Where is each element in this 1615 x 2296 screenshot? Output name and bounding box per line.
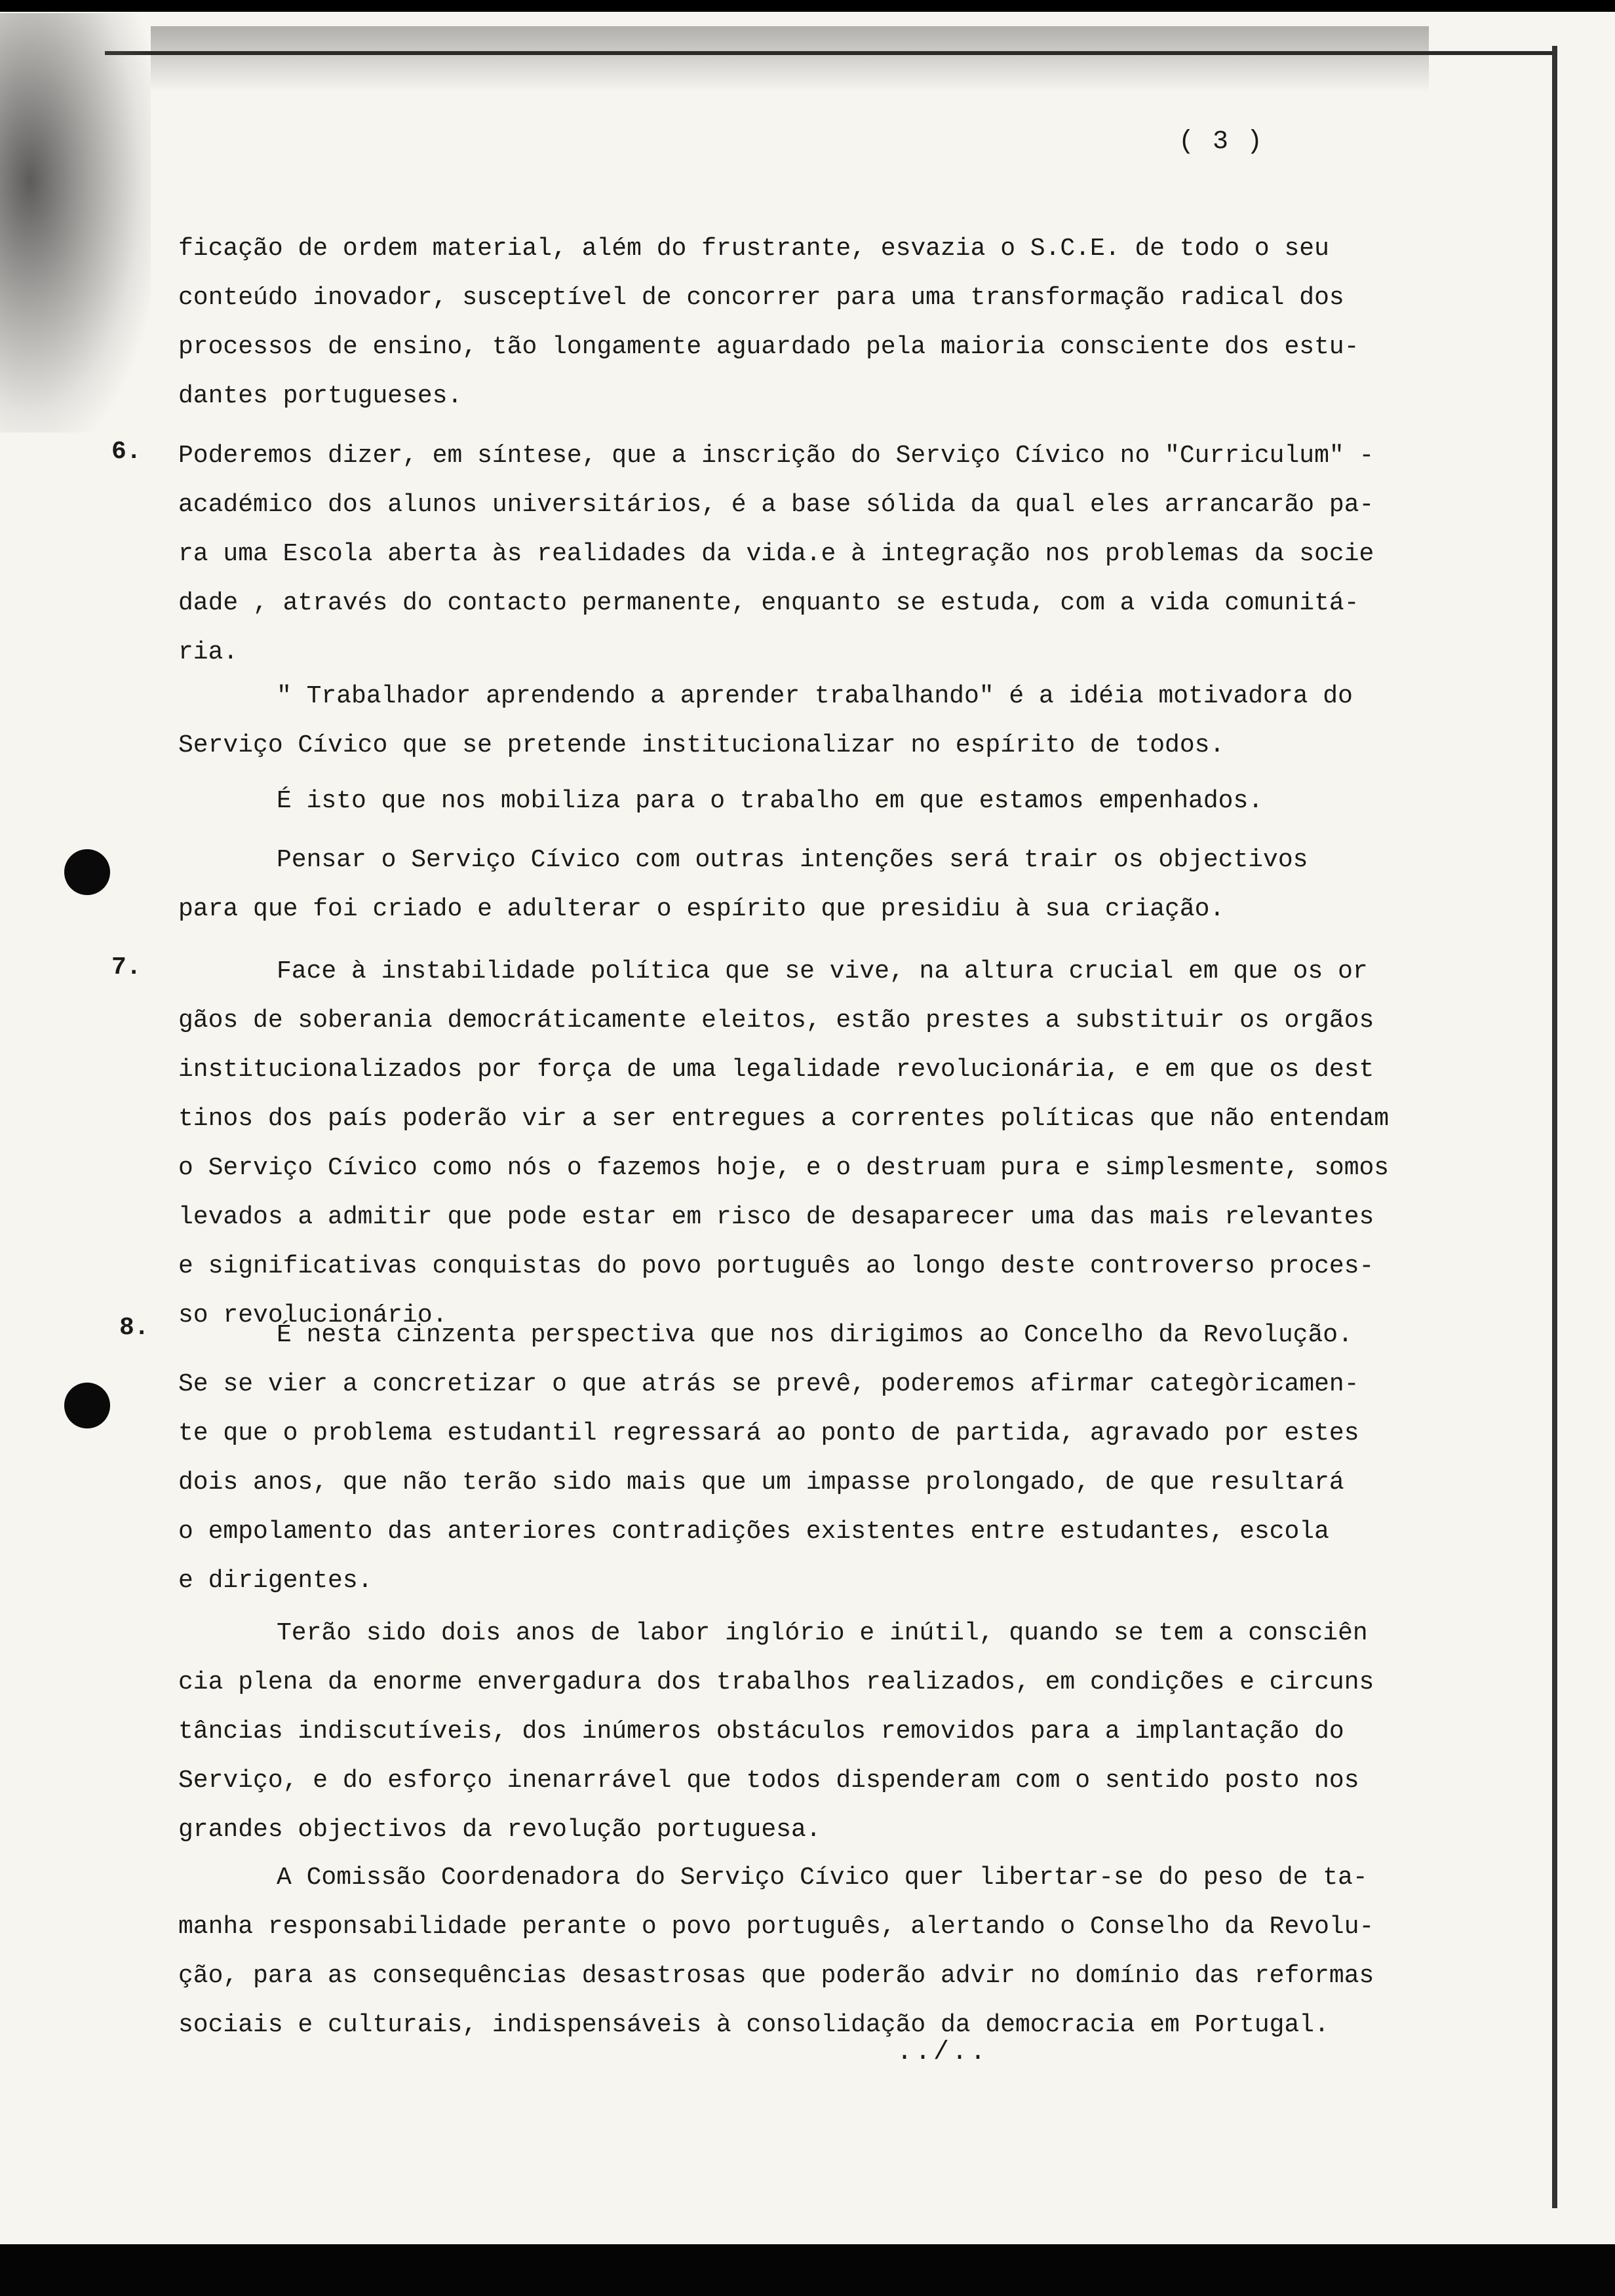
text-line: o Serviço Cívico como nós o fazemos hoje, e o destruam pura e simplesmente, somos bbox=[178, 1154, 1390, 1182]
scan-edge-top bbox=[0, 0, 1615, 12]
page-number: ( 3 ) bbox=[1178, 127, 1264, 157]
text-line: Face à instabilidade política que se vive, na altura crucial em que os or bbox=[277, 957, 1368, 985]
text-line: conteúdo inovador, susceptível de concorrer para uma transformação radical dos bbox=[178, 284, 1344, 312]
scan-edge-right bbox=[1552, 46, 1557, 2208]
text-line: institucionalizados por força de uma legalidade revolucionária, e em que os dest bbox=[178, 1056, 1374, 1084]
text-line: Poderemos dizer, em síntese, que a inscrição do Serviço Cívico no "Curriculum" - bbox=[178, 442, 1374, 470]
text-line: dade , através do contacto permanente, enquanto se estuda, com a vida comunitá- bbox=[178, 589, 1359, 617]
text-line: so revolucionário. bbox=[178, 1301, 448, 1330]
text-line: Terão sido dois anos de labor inglório e inútil, quando se tem a consciên bbox=[277, 1619, 1368, 1647]
scan-smudge-top bbox=[151, 26, 1429, 92]
text-line: o empolamento das anteriores contradições existentes entre estudantes, escola bbox=[178, 1518, 1329, 1546]
text-line: ção, para as consequências desastrosas que poderão advir no domínio das reformas bbox=[178, 1962, 1374, 1990]
scan-edge-bottom bbox=[0, 2244, 1615, 2296]
paragraph-number-7: 7. bbox=[111, 953, 142, 982]
text-line: e dirigentes. bbox=[178, 1567, 373, 1595]
text-line: A Comissão Coordenadora do Serviço Cívico quer libertar-se do peso de ta- bbox=[277, 1864, 1368, 1892]
text-line: processos de ensino, tão longamente aguardado pela maioria consciente dos estu- bbox=[178, 333, 1359, 361]
text-line: sociais e culturais, indispensáveis à consolidação da democracia em Portugal. bbox=[178, 2011, 1329, 2039]
scan-top-rule bbox=[105, 51, 1553, 55]
paragraph-labor bbox=[178, 1609, 1417, 1854]
paragraph-number-6: 6. bbox=[111, 438, 142, 466]
text-line: dantes portugueses. bbox=[178, 382, 463, 410]
text-line: e significativas conquistas do povo português ao longo deste controverso proces- bbox=[178, 1252, 1374, 1280]
paragraph-6 bbox=[178, 431, 1417, 677]
paragraph-pensar bbox=[178, 835, 1417, 934]
text-line: ficação de ordem material, além do frustrante, esvazia o S.C.E. de todo o seu bbox=[178, 235, 1329, 263]
text-line: Serviço Cívico que se pretende institucionalizar no espírito de todos. bbox=[178, 731, 1225, 759]
text-line: gãos de soberania democráticamente eleitos, estão prestes a substituir os orgãos bbox=[178, 1006, 1374, 1035]
paragraph-number-8: 8. bbox=[119, 1314, 149, 1342]
text-line: Serviço, e do esforço inenarrável que todos dispenderam com o sentido posto nos bbox=[178, 1767, 1359, 1795]
text-line: tâncias indiscutíveis, dos inúmeros obstáculos removidos para a implantação do bbox=[178, 1717, 1344, 1746]
punch-hole-lower bbox=[64, 1383, 110, 1428]
punch-hole-upper bbox=[64, 849, 110, 895]
paragraph-continuation bbox=[178, 224, 1417, 421]
paragraph-8 bbox=[178, 1311, 1417, 1605]
paragraph-mobiliza bbox=[178, 776, 1417, 826]
paragraph-motto bbox=[178, 672, 1417, 770]
continuation-mark: ../.. bbox=[897, 2038, 989, 2067]
text-line: académico dos alunos universitários, é a base sólida da qual eles arrancarão pa- bbox=[178, 491, 1374, 519]
text-line: manha responsabilidade perante o povo português, alertando o Conselho da Revolu- bbox=[178, 1913, 1374, 1941]
text-line: levados a admitir que pode estar em risco de desaparecer uma das mais relevantes bbox=[178, 1203, 1374, 1231]
text-line: cia plena da enorme envergadura dos trabalhos realizados, em condições e circuns bbox=[178, 1668, 1374, 1696]
text-line: tinos dos país poderão vir a ser entregues a correntes políticas que não entendam bbox=[178, 1105, 1390, 1133]
text-line: te que o problema estudantil regressará ao ponto de partida, agravado por estes bbox=[178, 1419, 1359, 1447]
text-line: É nesta cinzenta perspectiva que nos dirigimos ao Concelho da Revolução. bbox=[277, 1321, 1353, 1349]
paragraph-comissao bbox=[178, 1853, 1417, 2050]
text-line: É isto que nos mobiliza para o trabalho em que estamos empenhados. bbox=[277, 787, 1264, 815]
text-line: Pensar o Serviço Cívico com outras intenções será trair os objectivos bbox=[277, 846, 1308, 874]
text-line: ria. bbox=[178, 638, 239, 666]
text-line: dois anos, que não terão sido mais que um impasse prolongado, de que resultará bbox=[178, 1468, 1344, 1497]
paragraph-7 bbox=[178, 947, 1417, 1340]
scan-smudge-left bbox=[0, 13, 151, 432]
text-line: Se se vier a concretizar o que atrás se prevê, poderemos afirmar categòricamen- bbox=[178, 1370, 1359, 1398]
text-line: grandes objectivos da revolução portuguesa. bbox=[178, 1816, 821, 1844]
text-line: " Trabalhador aprendendo a aprender trabalhando" é a idéia motivadora do bbox=[277, 682, 1353, 710]
text-line: ra uma Escola aberta às realidades da vida.e à integração nos problemas da socie bbox=[178, 540, 1374, 568]
text-line: para que foi criado e adulterar o espírito que presidiu à sua criação. bbox=[178, 895, 1225, 923]
